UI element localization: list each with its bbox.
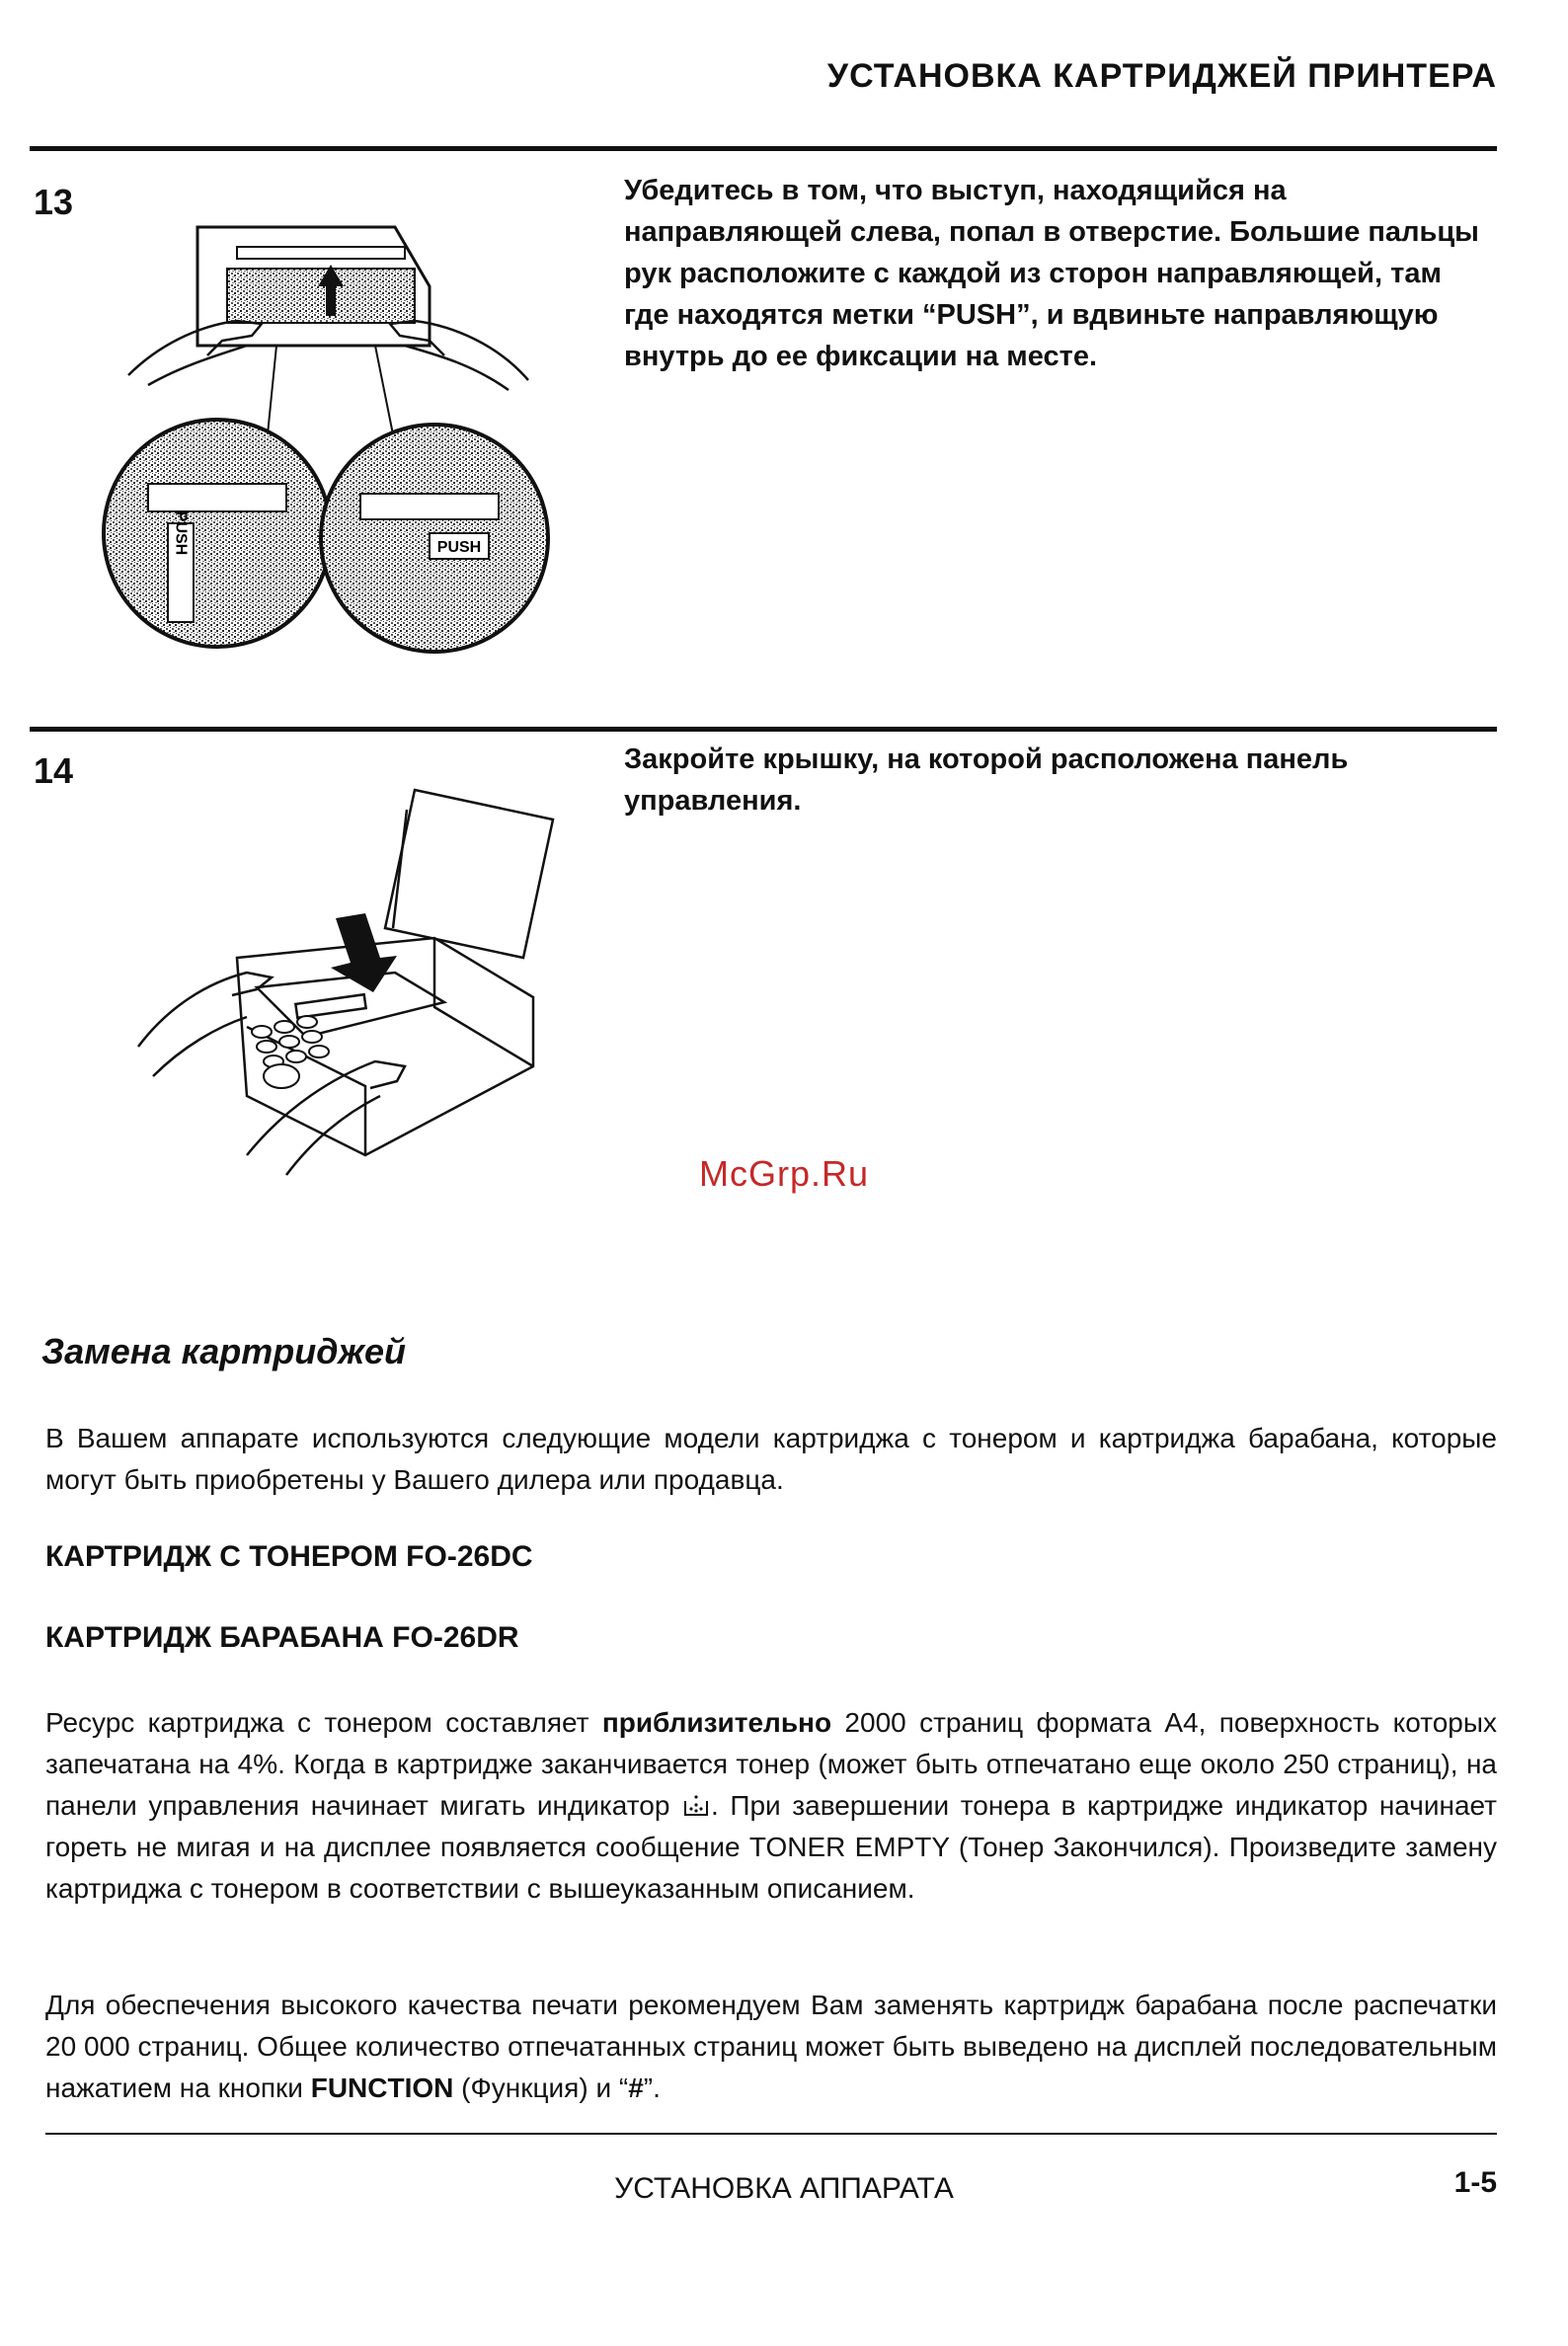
para2-part-a: Для обеспечения высокого качества печати рекомендуем Вам заменять картридж барабана после распечатки 20 000 страниц. Общее количество отпечатанных страниц может быть выведено на дисплей последовательным нажатием на кнопки (45, 1990, 1497, 2103)
footer-title: УСТАНОВКА АППАРАТА (614, 2172, 954, 2205)
page-header-title: УСТАНОВКА КАРТРИДЖЕЙ ПРИНТЕРА (826, 57, 1497, 95)
press-down-arrow (331, 913, 397, 992)
function-key-label: FUNCTION (310, 2072, 454, 2103)
toner-model: КАРТРИДЖ С ТОНЕРОМ FO-26DC (45, 1540, 533, 1573)
toner-resource-paragraph (45, 1702, 1497, 1910)
keypad-buttons (252, 1016, 329, 1088)
section-title: Замена картриджей (41, 1331, 407, 1371)
fax-machine-drawing (237, 790, 553, 1155)
footer-rule (45, 2133, 1497, 2135)
magnified-view-left (104, 420, 331, 647)
drum-model: КАРТРИДЖ БАРАБАНА FO-26DR (45, 1621, 519, 1654)
step-divider-rule (30, 727, 1497, 732)
toner-indicator-icon (681, 1791, 711, 1819)
push-label-vertical: PUSH (172, 510, 190, 556)
step-13-text: Убедитесь в том, что выступ, находящийся на направляющей слева, попал в отверстие. Большие пальцы рук расположите с каждой из сторон направляющей, там где находятся метки “PUSH”, и вдвиньте направляющую внутрь до ее фиксации на месте. (624, 175, 1479, 372)
step-14-illustration (138, 780, 553, 1175)
section-intro: В Вашем аппарате используются следующие модели картриджа с тонером и картриджа барабана, которые могут быть приобретены у Вашего дилера или продавца. (45, 1423, 1497, 1495)
push-label-horizontal: PUSH (436, 539, 482, 556)
page-number: 1-5 (1453, 2166, 1497, 2199)
para1-part-d: . При завершении тонера в картридже индикатор начинает гореть не мигая и на дисплее появляется сообщение TONER EMPTY (Тонер Закончился). Произведите замену картриджа с тонером в соответствии с вышеуказанным описанием. (45, 1790, 1497, 1904)
para1-part-c: 2000 страниц формата А4, поверхность которых запечатана на 4%. Когда в картридже заканчивается тонер (может быть отпечатано еще около 250 страниц), на панели управления начинает мигать индикатор (45, 1707, 1497, 1821)
hash-key-label: # (628, 2072, 644, 2103)
header-rule (30, 146, 1497, 151)
para2-part-c: (Функция) и “ (453, 2072, 629, 2103)
magnified-view-right (321, 425, 548, 652)
step-14-number: 14 (34, 750, 74, 791)
watermark: McGrp.Ru (698, 1153, 870, 1194)
step-13-illustration (89, 207, 583, 662)
para2-part-e: ”. (643, 2072, 661, 2103)
drum-replacement-paragraph (45, 1985, 1497, 2109)
step-14-text: Закройте крышку, на которой расположена панель управления. (624, 743, 1349, 817)
step-13-number: 13 (34, 182, 74, 222)
para1-part-a: Ресурс картриджа с тонером составляет (45, 1707, 602, 1738)
hands-13 (128, 321, 528, 390)
para1-emphasis: приблизительно (601, 1707, 832, 1738)
